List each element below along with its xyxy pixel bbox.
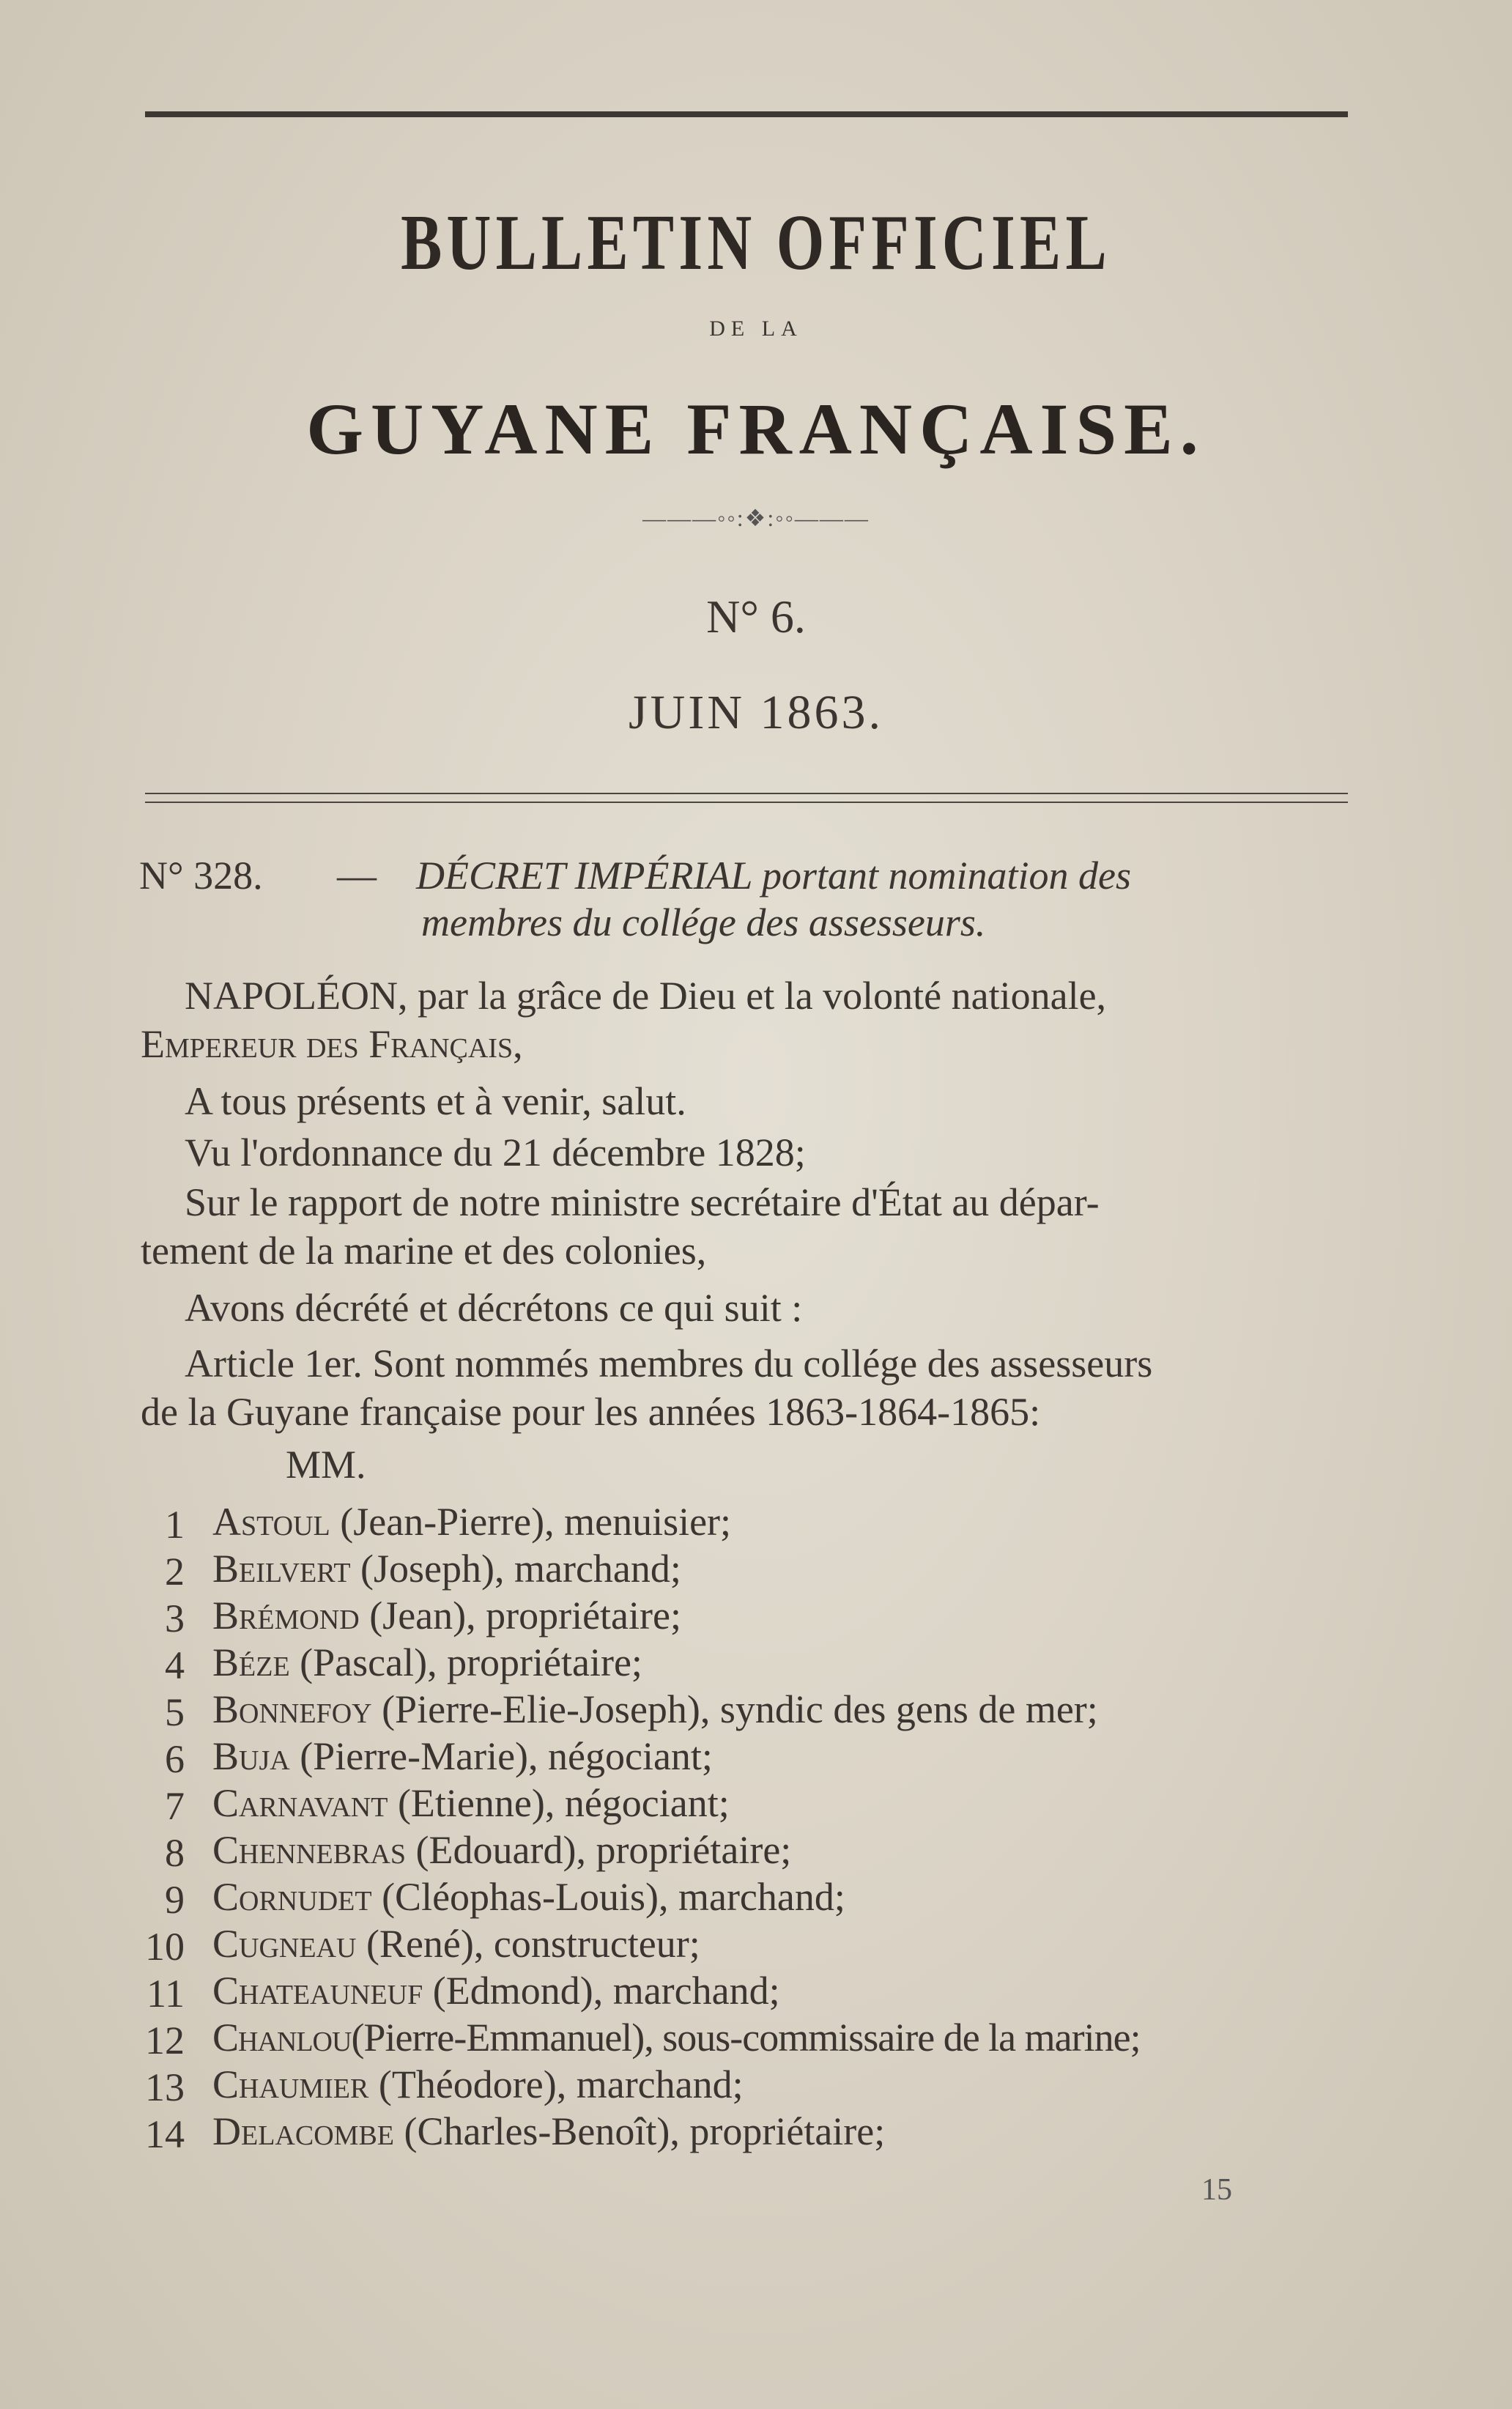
decree-dash: — <box>337 854 377 898</box>
member-details: (Pierre-Elie-Joseph), syndic des gens de mer; <box>371 1687 1098 1731</box>
member-details: (Edmond), marchand; <box>423 1969 780 2013</box>
member-name: Astoul <box>212 1500 330 1544</box>
salut-line: A tous présents et à venir, salut. <box>185 1079 686 1123</box>
member-number: 9 <box>165 1878 185 1922</box>
member-details: (Jean-Pierre), menuisier; <box>330 1500 732 1544</box>
member-name: Buja <box>212 1734 290 1778</box>
member-name: Delacombe <box>212 2109 394 2153</box>
member-number: 7 <box>165 1784 185 1828</box>
member-details: (Pierre-Emmanuel), sous-commissaire de la marine; <box>351 2016 1141 2060</box>
rapport-line1: Sur le rapport de notre ministre secrétaire d'État au dépar- <box>185 1180 1100 1224</box>
member-name: Chennebras <box>212 1828 407 1872</box>
guyane-title: GUYANE FRANÇAISE. <box>306 388 1206 470</box>
decree-number: N° 328. <box>139 854 263 898</box>
top-rule <box>145 111 1348 117</box>
member-name: Chaumier <box>212 2062 369 2106</box>
member-number: 12 <box>145 2018 185 2062</box>
article-line2: de la Guyane française pour les années 1863-1864-1865: <box>141 1390 1041 1434</box>
member-details: (Jean), propriétaire; <box>359 1594 681 1638</box>
list-item <box>212 2062 744 2106</box>
member-number: 13 <box>145 2065 185 2109</box>
page-number: 15 <box>1201 2173 1232 2207</box>
avons-decrete-line: Avons décrété et décrétons ce qui suit : <box>185 1286 803 1330</box>
member-name: Carnavant <box>212 1781 388 1825</box>
member-details: (René), constructeur; <box>356 1922 700 1966</box>
member-name: Beilvert <box>212 1547 351 1591</box>
list-item <box>212 1640 642 1684</box>
member-details: (Etienne), négociant; <box>388 1781 730 1825</box>
napoleon-line1: NAPOLÉON, par la grâce de Dieu et la volonté nationale, <box>185 974 1107 1018</box>
member-name: Bonnefoy <box>212 1687 372 1731</box>
member-name: Béze <box>212 1640 290 1684</box>
ornament-divider: ———◦◦:❖:◦◦——— <box>642 505 870 531</box>
member-name: Brémond <box>212 1594 360 1638</box>
list-item <box>212 2109 886 2153</box>
decree-title-line1: DÉCRET IMPÉRIAL portant nomination des <box>416 854 1131 898</box>
member-name: Chateauneuf <box>212 1969 423 2013</box>
separator-rule-1 <box>145 793 1348 794</box>
member-number: 5 <box>165 1690 185 1734</box>
list-item <box>212 1736 713 1776</box>
member-number: 3 <box>165 1596 185 1640</box>
ordonnance-line: Vu l'ordonnance du 21 décembre 1828; <box>185 1131 806 1174</box>
member-name: Chanlou <box>212 2016 352 2060</box>
list-item <box>212 1687 1098 1731</box>
member-number: 11 <box>147 1972 185 2016</box>
member-details: (Cléophas-Louis), marchand; <box>371 1875 845 1919</box>
member-details: (Edouard), propriétaire; <box>406 1828 792 1872</box>
list-item <box>212 1830 791 1870</box>
member-number: 6 <box>165 1737 185 1781</box>
decree-title-line2: membres du collége des assesseurs. <box>421 900 986 944</box>
list-item <box>212 1877 845 1917</box>
list-item <box>212 2016 1141 2060</box>
member-details: (Théodore), marchand; <box>368 2062 744 2106</box>
separator-rule-2 <box>145 802 1348 803</box>
member-name: Cugneau <box>212 1922 357 1966</box>
member-number: 2 <box>165 1550 185 1594</box>
issue-number: N° 6. <box>706 591 806 643</box>
member-details: (Joseph), marchand; <box>350 1547 681 1591</box>
member-details: (Pascal), propriétaire; <box>289 1640 642 1684</box>
issue-month: JUIN 1863. <box>629 686 883 739</box>
napoleon-line2: Empereur des Français, <box>141 1022 523 1066</box>
member-number: 4 <box>165 1643 185 1687</box>
list-item <box>212 1547 681 1591</box>
mm-label: MM. <box>286 1443 366 1487</box>
article-line1: Article 1er. Sont nommés membres du collége des assesseurs <box>185 1342 1153 1385</box>
member-number: 14 <box>145 2112 185 2156</box>
member-name: Cornudet <box>212 1875 372 1919</box>
member-details: (Pierre-Marie), négociant; <box>289 1734 713 1778</box>
rapport-line2: tement de la marine et des colonies, <box>141 1229 707 1273</box>
list-item <box>212 1969 780 2013</box>
list-item <box>212 1502 731 1542</box>
member-number: 10 <box>145 1925 185 1969</box>
member-number: 1 <box>165 1503 185 1547</box>
de-la-label: DE LA <box>709 317 803 341</box>
list-item <box>212 1924 700 1964</box>
bulletin-title: BULLETIN OFFICIEL <box>401 199 1111 286</box>
list-item <box>212 1783 730 1823</box>
list-item <box>212 1594 681 1638</box>
member-details: (Charles-Benoît), propriétaire; <box>394 2109 886 2153</box>
member-number: 8 <box>165 1831 185 1875</box>
